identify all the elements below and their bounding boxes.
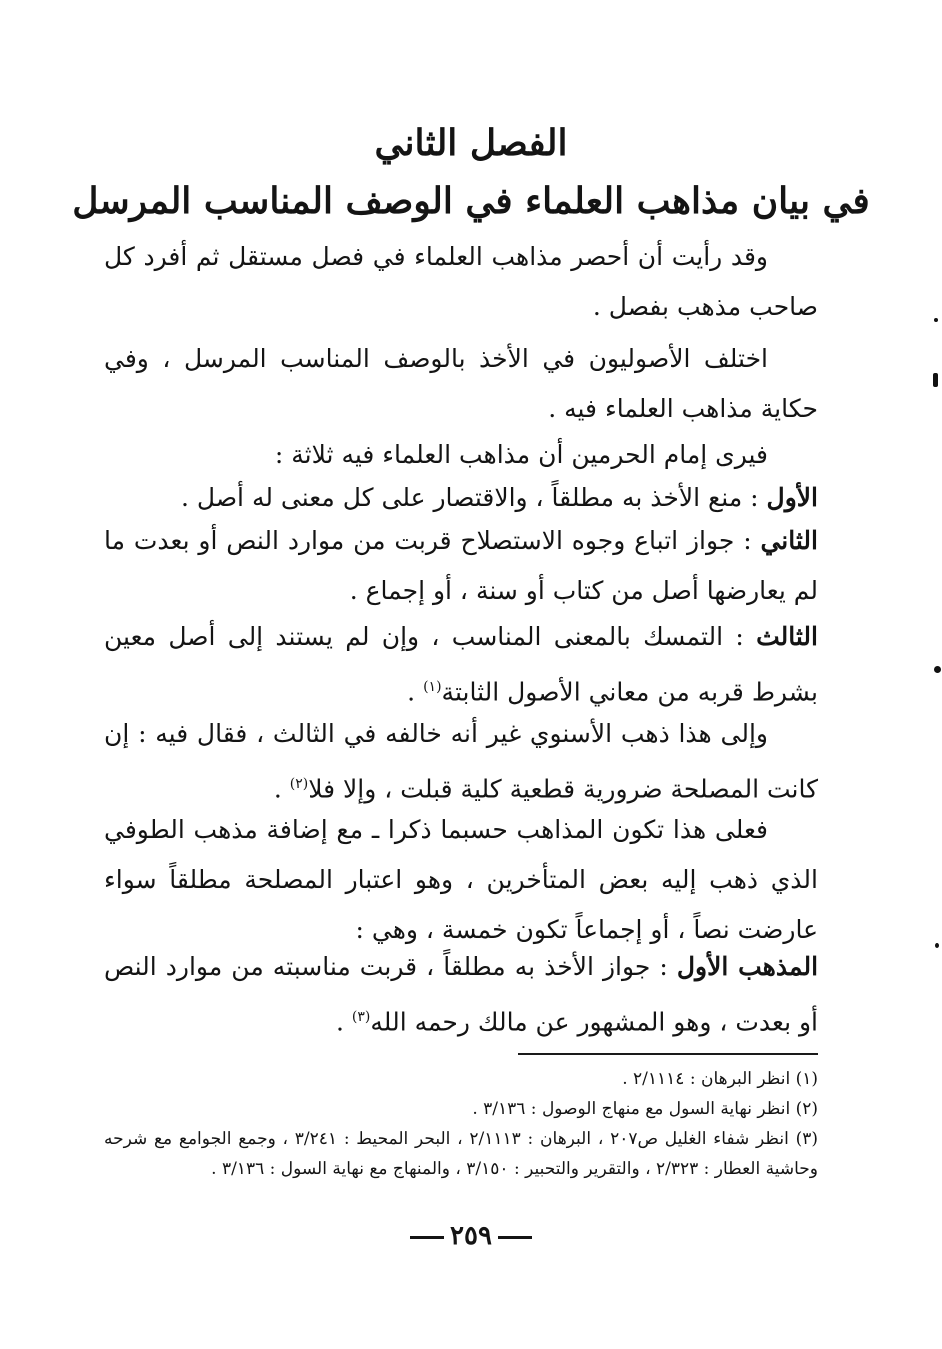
paragraph-text: : جواز اتباع وجوه الاستصلاح قربت من موارد النص أو بعدت ما لم يعارضها أصل من كتاب أو سنة ، أو إجماع . bbox=[104, 526, 818, 605]
footnote-3: (٣) انظر شفاء الغليل ص٢٠٧ ، البرهان : ٢/١١١٣ ، البحر المحيط : ٣/٢٤١ ، وجمع الجوامع مع شرحه وحاشية العطار : ٢/٣٢٣ ، والتقرير والتحبير : ٣/١٥٠ ، والمنهاج مع نهاية السول : ٣/١٣٦ . bbox=[104, 1129, 818, 1179]
chapter-title: الفصل الثاني bbox=[374, 122, 568, 164]
paragraph-lead: الثاني bbox=[760, 526, 818, 555]
paragraph-third-view bbox=[104, 612, 818, 717]
paragraph-first-school bbox=[104, 942, 818, 1047]
paragraph-five-schools bbox=[104, 805, 818, 955]
paragraph-text: فعلى هذا تكون المذاهب حسبما ذكرا ـ مع إضافة مذهب الطوفي الذي ذهب إليه بعض المتأخرين ، وهو اعتبار المصلحة مطلقاً سواء عارضت نصاً ، أو إجماعاً تكون خمسة ، وهي : bbox=[104, 815, 818, 944]
paragraph-text: : التمسك بالمعنى المناسب ، وإن لم يستند إلى أصل معين بشرط قربه من معاني الأصول الثابتة bbox=[104, 622, 818, 707]
scan-speck bbox=[933, 373, 938, 387]
scan-speck bbox=[935, 943, 939, 948]
footnote-ref: (٣) bbox=[351, 1009, 371, 1025]
paragraph-second-view bbox=[104, 516, 818, 616]
paragraph-text: : جواز الأخذ به مطلقاً ، قربت مناسبته من موارد النص أو بعدت ، وهو المشهور عن مالك رحمه الله bbox=[104, 952, 818, 1037]
footnote-1: (١) انظر البرهان : ٢/١١١٤ . bbox=[622, 1069, 818, 1089]
paragraph-tail: . bbox=[273, 774, 290, 804]
paragraph-disagreement bbox=[104, 334, 818, 434]
footnote-2: (٢) انظر نهاية السول مع منهاج الوصول : ٣/١٣٦ . bbox=[472, 1099, 818, 1119]
footnote-ref: (١) bbox=[423, 679, 442, 695]
paragraph-asnawi bbox=[104, 709, 818, 814]
paragraph-text: : منع الأخذ به مطلقاً ، والاقتصار على كل معنى له أصل . bbox=[181, 483, 767, 512]
page-number-dash-left bbox=[410, 1236, 444, 1239]
footnote-divider bbox=[518, 1053, 818, 1055]
scan-speck bbox=[934, 666, 941, 673]
paragraph-lead: الثالث bbox=[756, 622, 818, 651]
page-number bbox=[0, 1216, 942, 1256]
paragraph-text: وقد رأيت أن أحصر مذاهب العلماء في فصل مستقل ثم أفرد كل صاحب مذهب بفصل . bbox=[104, 242, 818, 321]
paragraph-lead: المذهب الأول bbox=[676, 952, 819, 981]
paragraph-text: فيرى إمام الحرمين أن مذاهب العلماء فيه ثلاثة : bbox=[274, 440, 768, 469]
paragraph-lead: الأول bbox=[766, 483, 818, 512]
chapter-subtitle: في بيان مذاهب العلماء في الوصف المناسب المرسل bbox=[72, 180, 870, 222]
paragraph-text: اختلف الأصوليون في الأخذ بالوصف المناسب المرسل ، وفي حكاية مذاهب العلماء فيه . bbox=[104, 344, 818, 423]
footnotes bbox=[104, 1064, 818, 1184]
page-number-dash-right bbox=[498, 1236, 532, 1239]
paragraph-intro bbox=[104, 232, 818, 332]
scan-speck bbox=[934, 318, 938, 322]
footnote-ref: (٢) bbox=[289, 776, 309, 792]
paragraph-tail: . bbox=[336, 1007, 352, 1037]
paragraph-tail: . bbox=[407, 677, 424, 707]
page-number-value: ٢٥٩ bbox=[450, 1221, 492, 1251]
paragraph-text: وإلى هذا ذهب الأسنوي غير أنه خالفه في الثالث ، فقال فيه : إن كانت المصلحة ضرورية قطعية كلية قبلت ، وإلا فلا bbox=[104, 719, 818, 804]
